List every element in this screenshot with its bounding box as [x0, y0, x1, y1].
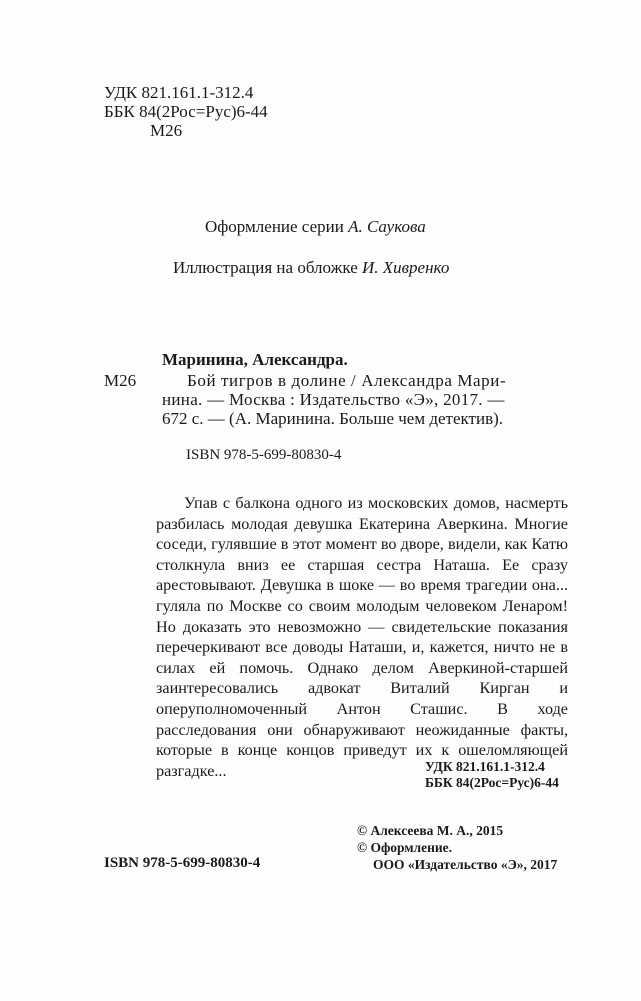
bbk-code: ББК 84(2Рос=Рус)6-44 [104, 102, 268, 121]
annotation-text: Упав с балкона одного из московских домов, насмерть разбилась молодая девушка Екатерина Аверкина. Многие соседи, гулявшие в этот момент во дворе, видели, как Катю столкнула вниз ее старшая сестра Наташа. Ее сразу арестовывают. Девушка в шоке — во время трагедии она... гуляла по Москве со своим молодым человеком Ленаром! Но доказать это невозможно — свидетельские показания перечеркивают все доводы Наташи, и, кажется, ничто не в силах ей помочь. Однако делом Аверкиной-старшей заинтересовались адвокат Виталий Кирган и оперуполномоченный Антон Сташис. В ходе расследования они обнаруживают неожиданные факты, которые в конце концов приведут их к ошеломляющей разгадке... [156, 494, 568, 780]
copyright-design: © Оформление. [357, 840, 453, 855]
cover-illustration-name: И. Хивренко [362, 258, 450, 277]
cover-illustration-label: Иллюстрация на обложке [173, 258, 358, 277]
series-design-name: А. Саукова [348, 217, 426, 236]
catalog-line-3: 672 с. — (А. Маринина. Больше чем детектив). [162, 409, 504, 428]
copyright-author: © Алексеева М. А., 2015 [357, 823, 504, 838]
catalog-line-2: нина. — Москва : Издательство «Э», 2017. — [162, 390, 505, 409]
udk-code: УДК 821.161.1-312.4 [104, 83, 254, 102]
catalog-line-1: Бой тигров в долине / Александра Мари- [187, 371, 507, 390]
catalog-author-mark: М26 [104, 371, 137, 390]
annotation-udk: УДК 821.161.1-312.4 [425, 759, 545, 774]
author-mark: М26 [150, 121, 183, 140]
catalog-author-heading: Маринина, Александра. [162, 350, 348, 369]
catalog-isbn: ISBN 978-5-699-80830-4 [186, 447, 342, 463]
annotation-bbk: ББК 84(2Рос=Рус)6-44 [425, 775, 559, 790]
annotation [156, 493, 568, 781]
series-design-credit [205, 217, 426, 236]
copyright-publisher: ООО «Издательство «Э», 2017 [373, 857, 558, 872]
footer-isbn: ISBN 978-5-699-80830-4 [104, 855, 261, 871]
series-design-label: Оформление серии [205, 217, 344, 236]
cover-illustration-credit [173, 258, 449, 277]
